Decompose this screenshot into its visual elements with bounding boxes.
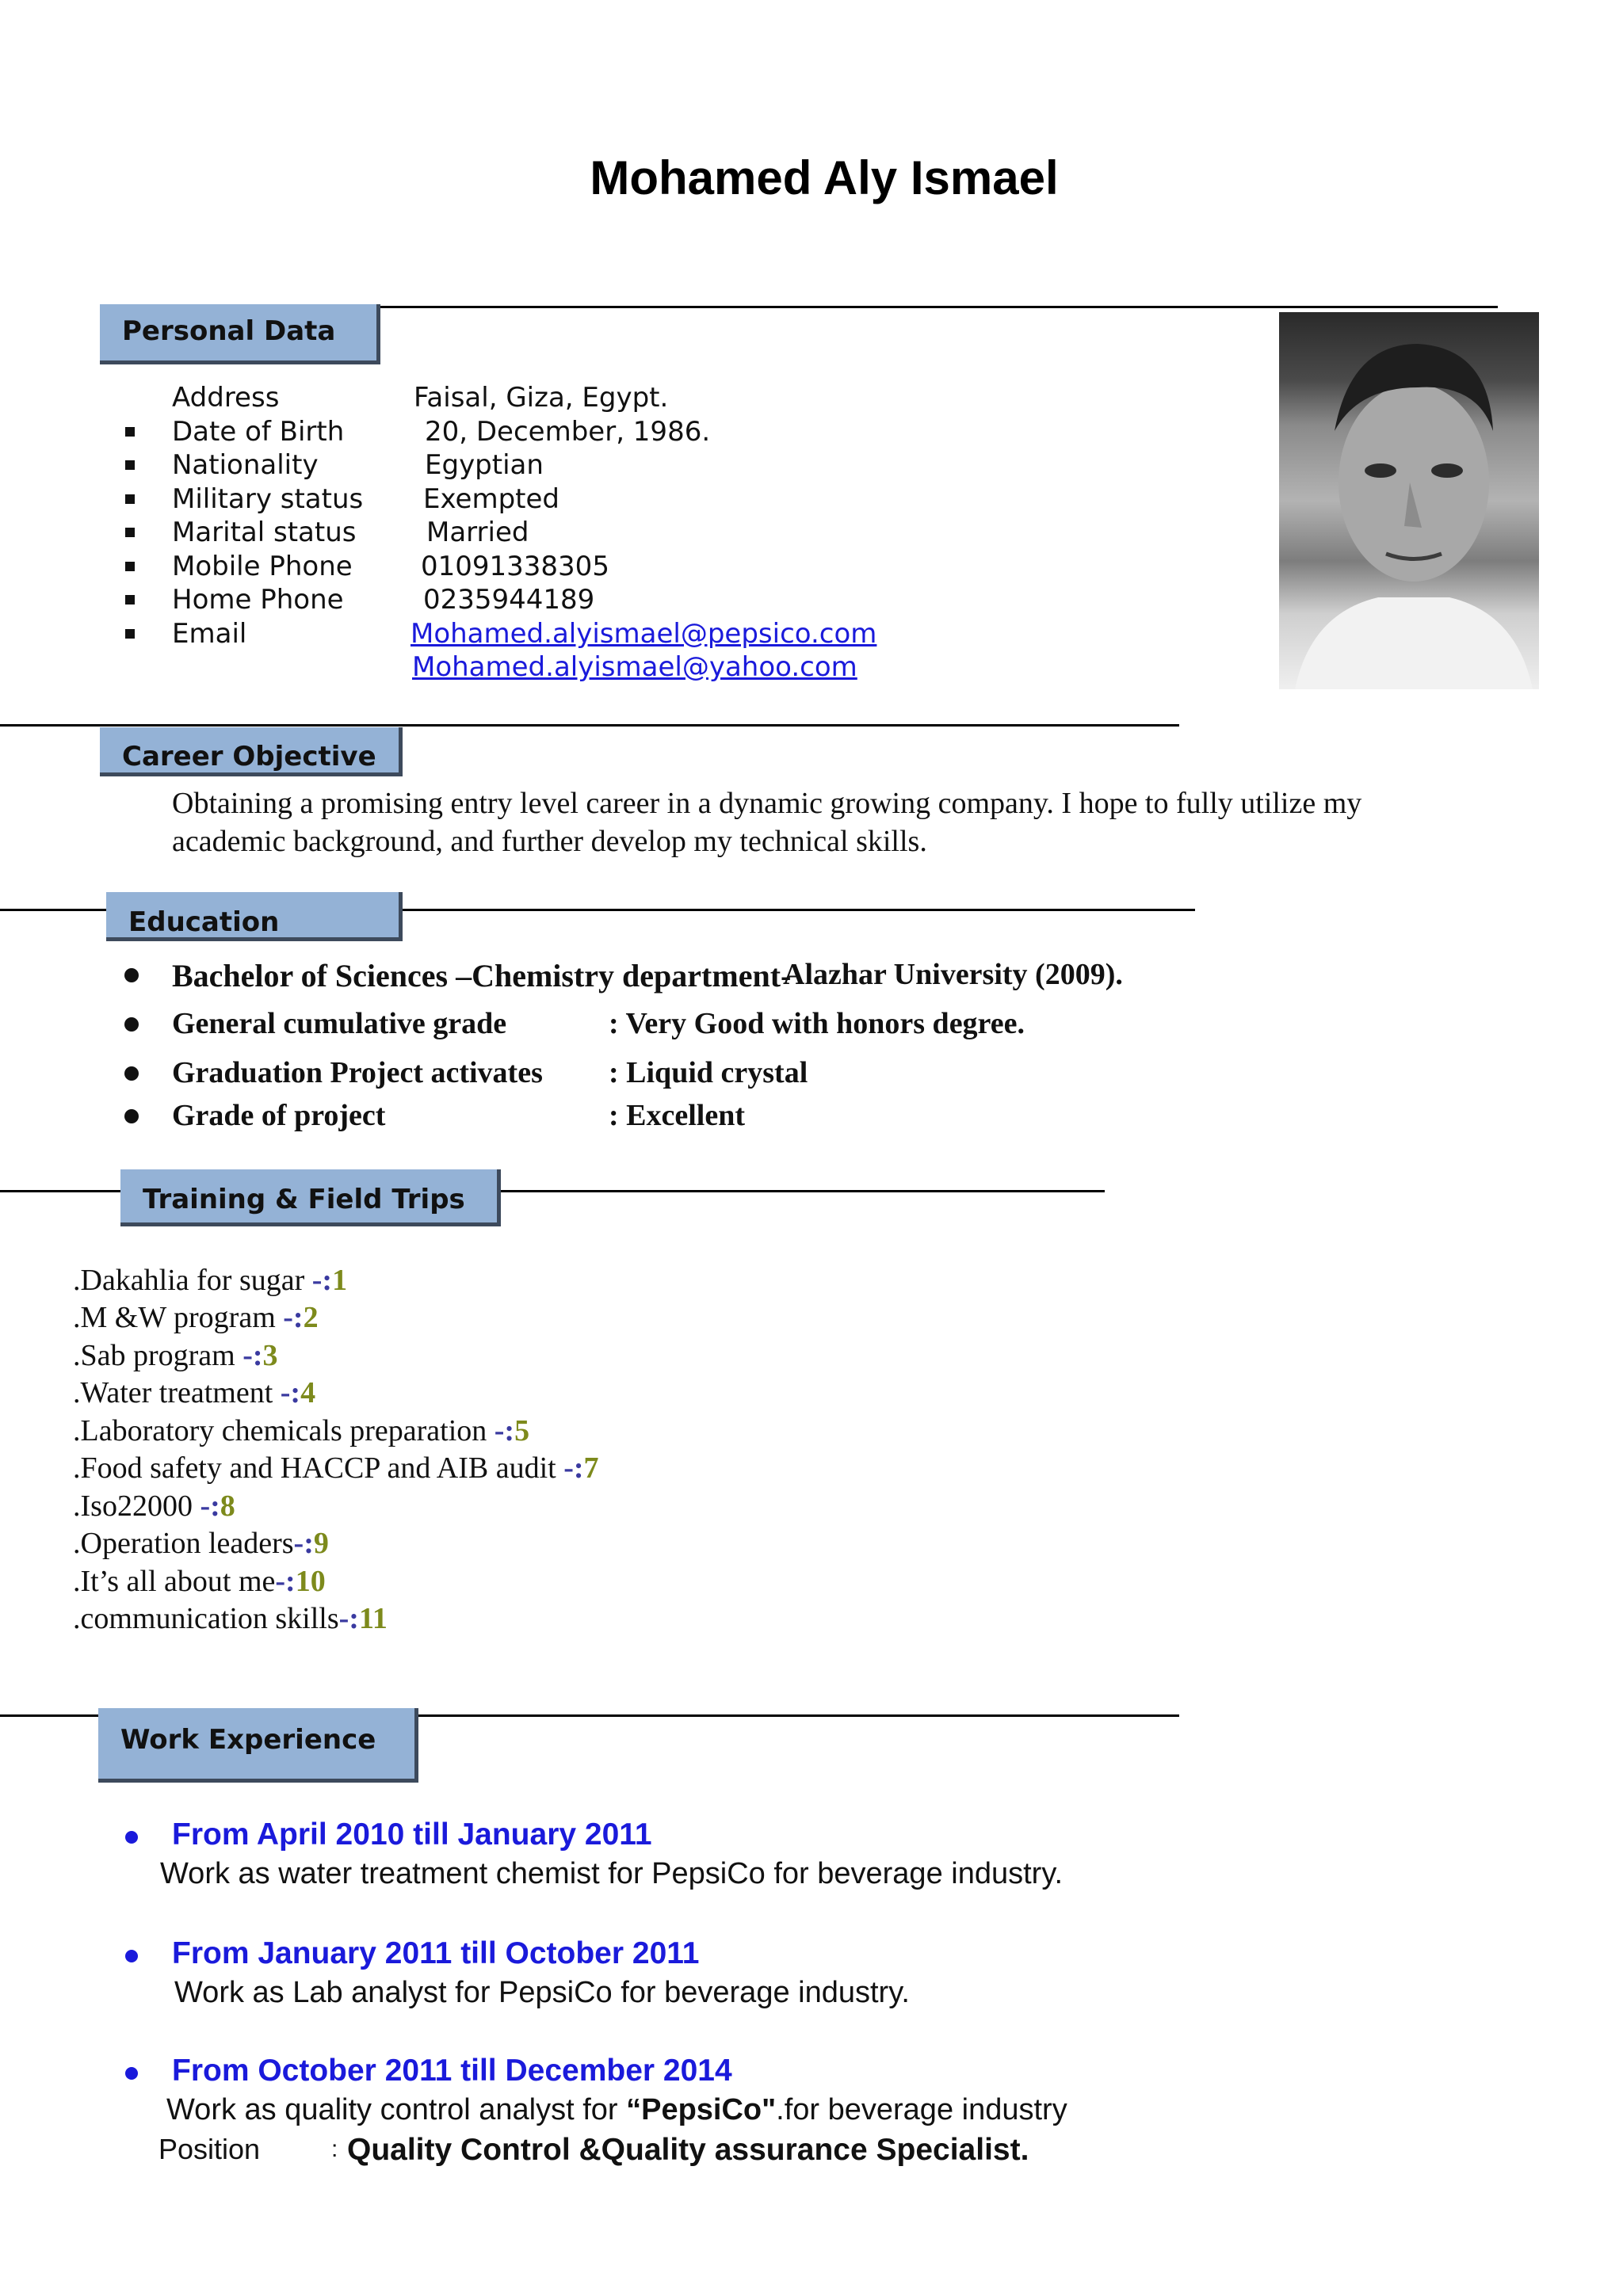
square-bullet-icon: [125, 629, 135, 639]
work-description: Work as quality control analyst for “PepsiCo".for beverage industry: [166, 2093, 1067, 2126]
personal-label: Email: [172, 618, 247, 650]
personal-label: Date of Birth: [172, 416, 345, 448]
section-title: Work Experience: [120, 1724, 376, 1756]
section-header-training: [120, 1169, 501, 1226]
training-item: .Operation leaders-:9: [73, 1527, 329, 1560]
personal-value: 01091338305: [421, 551, 609, 582]
training-item: .Dakahlia for sugar -:1: [73, 1264, 348, 1297]
profile-photo: [1279, 312, 1539, 689]
training-item: .M &W program -:2: [73, 1301, 319, 1334]
position-value: Quality Control &Quality assurance Specialist.: [347, 2133, 1029, 2167]
work-description: Work as water treatment chemist for PepsiCo for beverage industry.: [160, 1857, 1064, 1890]
university-text: Alazhar University (2009).: [783, 958, 1123, 991]
bullet-icon: [125, 2067, 138, 2080]
personal-label: Nationality: [172, 449, 319, 481]
section-header-objective: [100, 727, 403, 776]
square-bullet-icon: [125, 528, 135, 537]
square-bullet-icon: [125, 460, 135, 470]
section-header-work: [98, 1708, 418, 1783]
section-rule: [317, 306, 1498, 308]
training-item: .Water treatment -:4: [73, 1376, 316, 1409]
education-value: : Excellent: [609, 1099, 746, 1132]
training-item: .Laboratory chemicals preparation -:5: [73, 1414, 530, 1447]
training-item: .Iso22000 -:8: [73, 1489, 235, 1523]
education-label: Graduation Project activates: [172, 1056, 543, 1089]
work-period: From January 2011 till October 2011: [172, 1936, 700, 1970]
section-title: Career Objective: [122, 741, 376, 772]
personal-value: 20, December, 1986.: [425, 416, 711, 448]
section-title: Personal Data: [122, 315, 336, 347]
degree-text: Bachelor of Sciences –Chemistry department-: [172, 958, 792, 994]
square-bullet-icon: [125, 595, 135, 605]
personal-value: Married: [426, 517, 529, 548]
bullet-icon: [125, 1950, 138, 1962]
bullet-icon: [124, 1066, 139, 1081]
position-sep: :: [331, 2136, 338, 2162]
section-title: Training & Field Trips: [143, 1184, 465, 1215]
square-bullet-icon: [125, 427, 135, 437]
square-bullet-icon: [125, 494, 135, 504]
section-header-education: [106, 892, 403, 941]
personal-label: Address: [172, 382, 280, 414]
training-item: .Sab program -:3: [73, 1339, 278, 1372]
square-bullet-icon: [125, 562, 135, 571]
work-description: Work as Lab analyst for PepsiCo for beverage industry.: [174, 1976, 910, 2009]
personal-label: Military status: [172, 483, 364, 515]
position-label: Position: [158, 2133, 261, 2165]
candidate-name: Mohamed Aly Ismael: [590, 151, 1059, 204]
personal-value: Exempted: [423, 483, 560, 515]
email-link-yahoo[interactable]: Mohamed.alyismael@yahoo.com: [412, 651, 857, 683]
education-value: : Liquid crystal: [609, 1056, 808, 1089]
bullet-icon: [124, 968, 139, 982]
section-title: Education: [128, 906, 280, 938]
personal-label: Home Phone: [172, 584, 344, 616]
bullet-icon: [125, 1831, 138, 1844]
training-item: .Food safety and HACCP and AIB audit -:7: [73, 1451, 599, 1485]
section-rule: [0, 724, 1179, 727]
position-row: [158, 2133, 1029, 2167]
bullet-icon: [124, 1017, 139, 1032]
work-period: From April 2010 till January 2011: [172, 1817, 652, 1852]
education-value: : Very Good with honors degree.: [609, 1007, 1025, 1040]
education-label: Grade of project: [172, 1099, 386, 1132]
training-item: .It’s all about me-:10: [73, 1565, 326, 1598]
career-objective-text: Obtaining a promising entry level career in a dynamic growing company. I hope to fully utilize my academic background, and further develop my technical skills.: [172, 787, 1362, 858]
section-header-personal: [100, 304, 380, 364]
training-item: .communication skills-:11: [73, 1602, 388, 1635]
personal-label: Mobile Phone: [172, 551, 353, 582]
personal-value: Egyptian: [425, 449, 544, 481]
personal-label: Marital status: [172, 517, 357, 548]
personal-value: 0235944189: [423, 584, 595, 616]
personal-value: Faisal, Giza, Egypt.: [414, 382, 669, 414]
education-label: General cumulative grade: [172, 1007, 507, 1040]
bullet-icon: [124, 1109, 139, 1123]
email-link-pepsico[interactable]: Mohamed.alyismael@pepsico.com: [411, 618, 877, 650]
work-period: From October 2011 till December 2014: [172, 2054, 732, 2088]
